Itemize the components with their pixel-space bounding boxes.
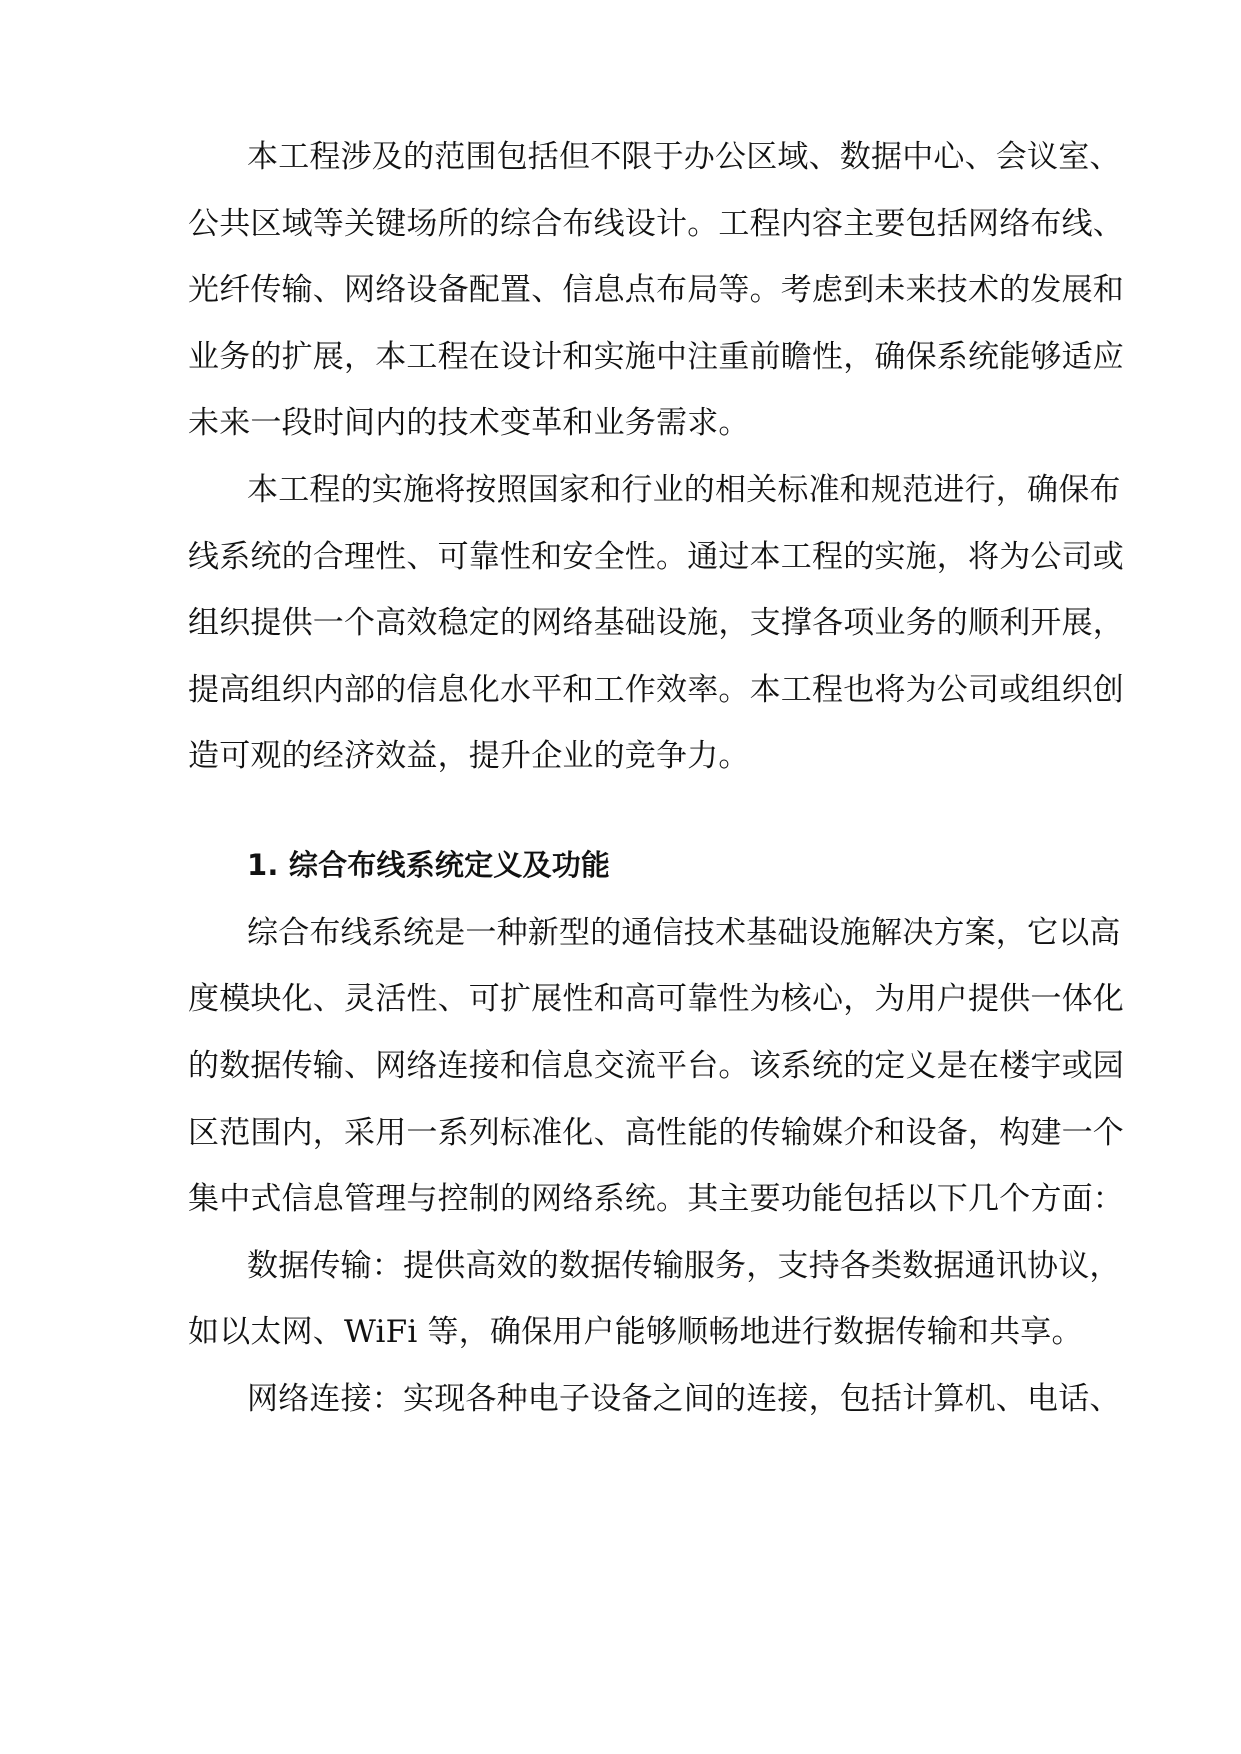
section-heading: 1. 综合布线系统定义及功能 — [247, 848, 611, 882]
text-line: 区范围内，采用一系列标准化、高性能的传输媒介和设备，构建一个 — [188, 1115, 1124, 1151]
text-line: 公共区域等关键场所的综合布线设计。工程内容主要包括网络布线、 — [188, 206, 1124, 242]
text-line: 线系统的合理性、可靠性和安全性。通过本工程的实施，将为公司或 — [188, 539, 1124, 575]
text-line: 数据传输：提供高效的数据传输服务，支持各类数据通讯协议， — [247, 1248, 1121, 1284]
text-line: 业务的扩展，本工程在设计和实施中注重前瞻性，确保系统能够适应 — [188, 339, 1124, 375]
text-line: 造可观的经济效益，提升企业的竞争力。 — [188, 738, 750, 774]
text-line: 组织提供一个高效稳定的网络基础设施，支撑各项业务的顺利开展， — [188, 605, 1124, 641]
text-line: 度模块化、灵活性、可扩展性和高可靠性为核心，为用户提供一体化 — [188, 981, 1124, 1017]
text-line: 本工程的实施将按照国家和行业的相关标准和规范进行，确保布 — [247, 472, 1121, 508]
text-line: 本工程涉及的范围包括但不限于办公区域、数据中心、会议室、 — [247, 139, 1121, 175]
text-line: 光纤传输、网络设备配置、信息点布局等。考虑到未来技术的发展和 — [188, 272, 1124, 308]
text-line: 综合布线系统是一种新型的通信技术基础设施解决方案，它以高 — [247, 915, 1121, 951]
text-line: 如以太网、WiFi 等，确保用户能够顺畅地进行数据传输和共享。 — [188, 1314, 1083, 1350]
text-line: 的数据传输、网络连接和信息交流平台。该系统的定义是在楼宇或园 — [188, 1048, 1124, 1084]
text-line: 未来一段时间内的技术变革和业务需求。 — [188, 405, 750, 441]
text-line: 提高组织内部的信息化水平和工作效率。本工程也将为公司或组织创 — [188, 672, 1124, 708]
text-line: 网络连接：实现各种电子设备之间的连接，包括计算机、电话、 — [247, 1381, 1121, 1417]
text-line: 集中式信息管理与控制的网络系统。其主要功能包括以下几个方面： — [188, 1181, 1124, 1217]
